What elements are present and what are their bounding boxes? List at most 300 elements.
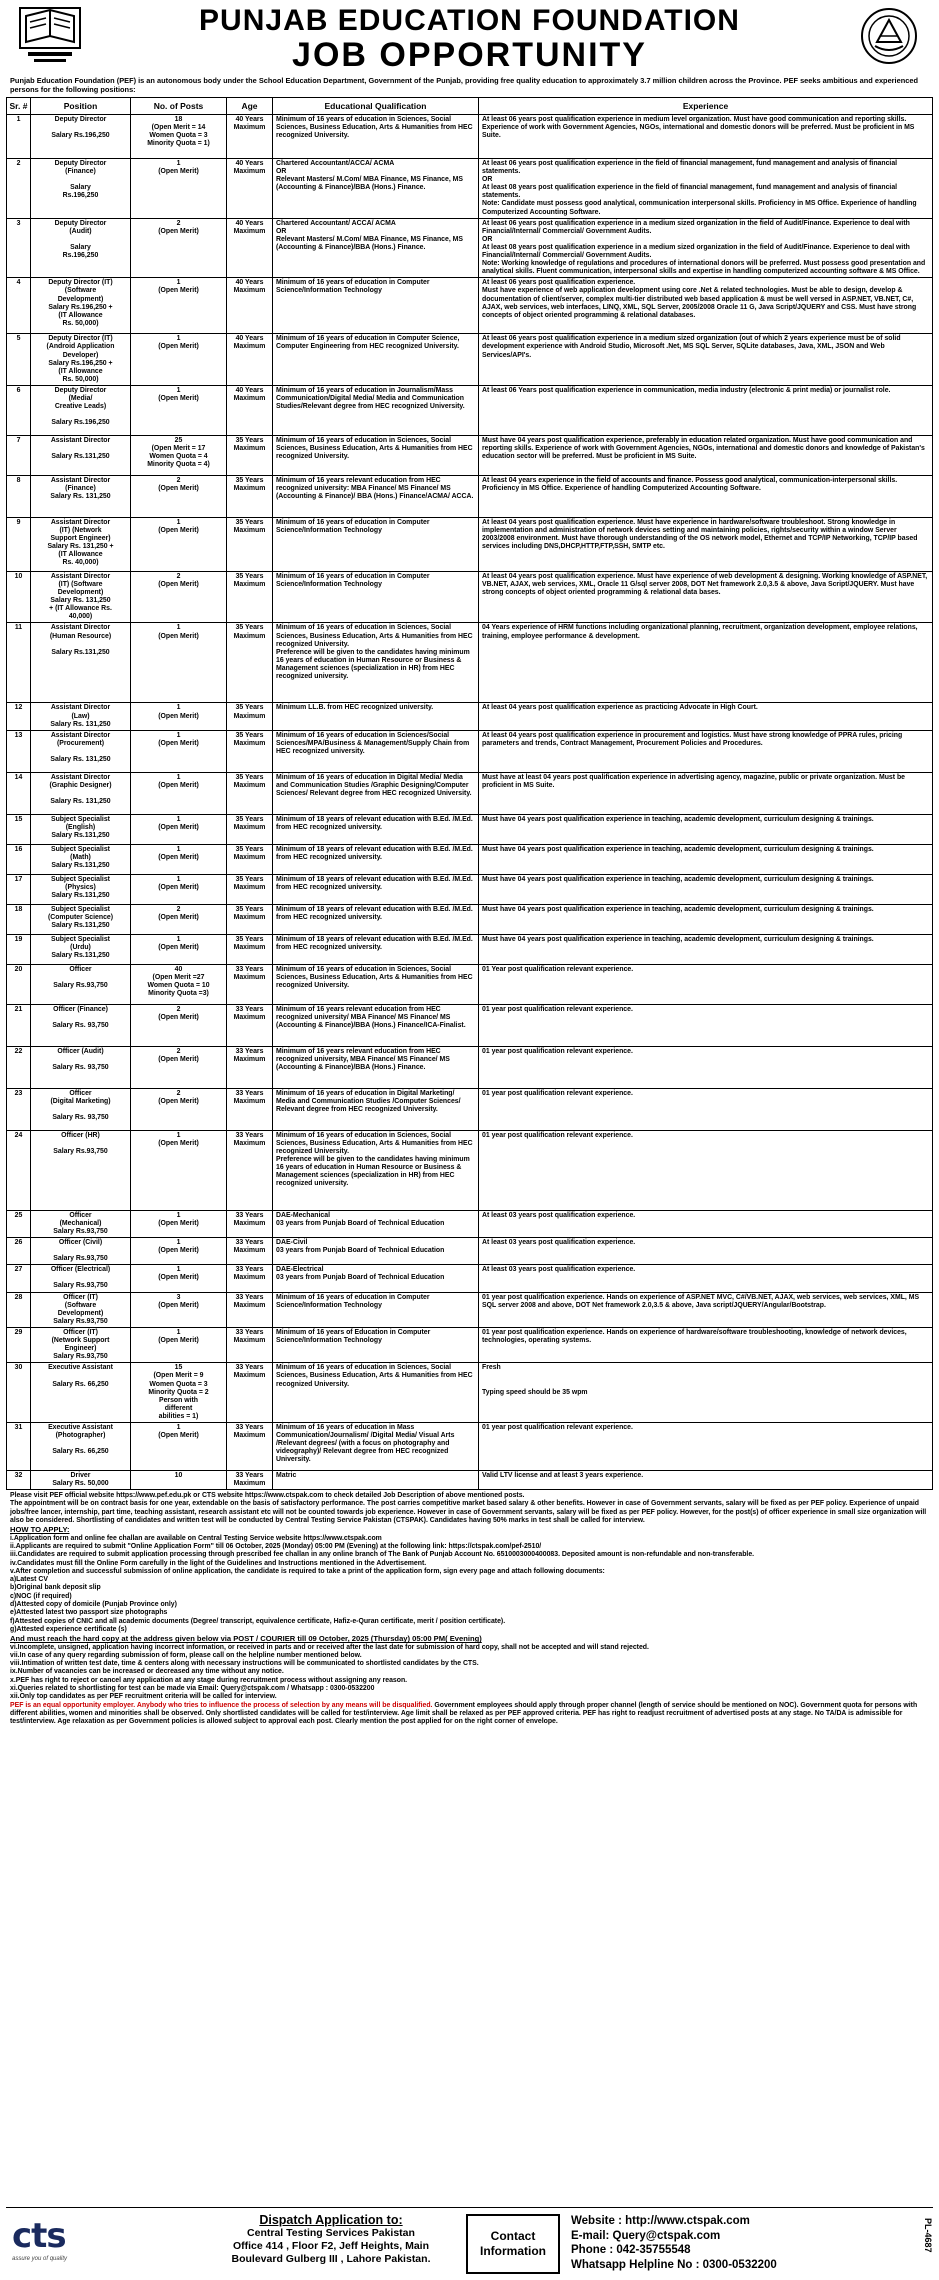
phone-number: Phone : 042-35755548 xyxy=(571,2244,691,2256)
row-position xyxy=(31,1363,131,1423)
instruction-line: iii.Candidates are required to submit application processing through prescribed fee challan in any online branch of The Bank of Punjab Account No. 6510003000400083. Deposited amount is non-refundable and non-transferable. xyxy=(10,1551,755,1559)
row-education: Minimum of 16 years of education in Sciences, Social Sciences, Business Education, Arts & Humanities from HEC recognized University. xyxy=(273,115,479,159)
row-experience: 04 Years experience of HRM functions including organizational planning, recruitment, organization development, employee relations, training, employee performance & development. xyxy=(479,623,933,703)
row-position xyxy=(31,814,131,844)
row-experience: Must have 04 years post qualification experience, preferably in education related organization. Must have good communication and reporting skills. Experience of work with Government Agencies, NGOs, international and domestic donors and knowledge of Pakistan's education sector will be preferred. Must be proficient in MS Suite. xyxy=(479,435,933,475)
position-text: Deputy Director (IT) (Android Application Developer) Salary Rs.196,250 + (IT Allowance Rs. 50,000) xyxy=(46,335,115,383)
row-education: Minimum of 16 years of education in Digital Media/ Media and Communication Studies /Graphic Designing/Computer Sciences/ Relevant degree from HEC recognized University. xyxy=(273,772,479,814)
row-education: Minimum of 16 years of education in Sciences, Social Sciences, Business Education, Arts & Humanities from HEC recognized University. xyxy=(273,435,479,475)
row-education: Minimum of 16 years of education in Computer Science, Computer Engineering from HEC recognized University. xyxy=(273,334,479,386)
row-experience: Must have 04 years post qualification experience in teaching, academic development, curriculum designing & trainings. xyxy=(479,874,933,904)
instruction-line: iv.Candidates must fill the Online Form carefully in the light of the Guidelines and Instructions mentioned in the Advertisement. xyxy=(10,1559,427,1567)
position-text: Deputy Director (Audit) Salary Rs.196,250 xyxy=(54,219,107,260)
instruction-line: b)Original bank deposit slip xyxy=(10,1584,101,1592)
row-sr: 15 xyxy=(7,814,31,844)
row-sr: 6 xyxy=(7,385,31,435)
row-age: 35 Years Maximum xyxy=(227,703,273,730)
row-posts: 1 (Open Merit) xyxy=(131,874,227,904)
row-sr: 4 xyxy=(7,278,31,334)
row-age: 33 Years Maximum xyxy=(227,1327,273,1362)
row-posts: 1 (Open Merit) xyxy=(131,623,227,703)
row-posts: 1 (Open Merit) xyxy=(131,517,227,571)
table-row xyxy=(7,934,933,964)
row-posts: 2 (Open Merit) xyxy=(131,1004,227,1046)
position-text: Assistant Director Salary Rs.131,250 xyxy=(50,436,111,461)
note-website: Please visit PEF official website https://www.pef.edu.pk or CTS website https://www.ctspak.com to check detailed Job Description of above mentioned posts. xyxy=(10,1492,525,1500)
row-age: 35 Years Maximum xyxy=(227,730,273,772)
row-position xyxy=(31,435,131,475)
table-row xyxy=(7,517,933,571)
dispatch-address xyxy=(216,2214,446,2266)
instruction-line: x.PEF has right to reject or cancel any application at any stage during recruitment process without assigning any reason. xyxy=(10,1676,408,1684)
col-education: Educational Qualification xyxy=(273,98,479,115)
row-position xyxy=(31,703,131,730)
row-age: 40 Years Maximum xyxy=(227,334,273,386)
row-position xyxy=(31,1292,131,1327)
row-sr: 31 xyxy=(7,1422,31,1470)
row-sr: 17 xyxy=(7,874,31,904)
final-note: Government employees should apply through proper channel (length of service should be mentioned on NOC). Government quota for persons with different abilities, women and minorities shall be observed. Only shortlisted candidates will be called for test/interview. Age limit shall be relaxed as per PEF approved criteria. PEF has right to readjust recruitment of advertised posts at any stage. No TA/DA is admissible for test/interview. Age relaxation as per Government policies is allowed subject to approval each post. Clearly mention the post applied for on the right corner of envelope. xyxy=(10,1701,918,1726)
row-posts: 1 (Open Merit) xyxy=(131,278,227,334)
row-education: DAE-Civil 03 years from Punjab Board of Technical Education xyxy=(273,1238,479,1265)
row-position xyxy=(31,1210,131,1237)
position-text: Executive Assistant (Photographer) Salary Rs. 66,250 xyxy=(48,1423,113,1456)
row-experience: At least 06 years post qualification experience in a medium sized organization (out of which 2 years experience must be of solid development experience with Android Studio, Microsoft .Net, MS SQL Server, SQLite databases, Java, XML, JSON and Web Services/API's. xyxy=(479,334,933,386)
row-position xyxy=(31,772,131,814)
position-text: Deputy Director (Finance) Salary Rs.196,250 xyxy=(54,160,107,200)
table-row xyxy=(7,1422,933,1470)
whatsapp-number: Whatsapp Helpline No : 0300-0532200 xyxy=(571,2258,777,2271)
row-experience: At least 06 years post qualification experience. Must have experience of web application development using core .Net & related technologies. Must be able to design, develop & documentation of client/server, complex multi-tier distributed web based application & must be well versed in ASP.NET, VB.NET, C#, AJAX, web services, web interfaces, LINQ, XML, SQL Server, 2005/2008 Oracle 11 G, Java Script/JQUERY and CSS. Must have strong concepts of object oriented programming & relational databases. xyxy=(479,278,933,334)
position-text: Subject Specialist (Math) Salary Rs.131,250 xyxy=(51,845,110,869)
position-text: Assistant Director (IT) (Network Support Engineer) Salary Rs. 131,250 + (IT Allowance Rs. 40,000) xyxy=(47,518,114,567)
row-posts: 1 (Open Merit) xyxy=(131,703,227,730)
row-education: DAE-Mechanical 03 years from Punjab Board of Technical Education xyxy=(273,1210,479,1237)
row-position xyxy=(31,964,131,1004)
row-age: 35 Years Maximum xyxy=(227,623,273,703)
row-experience: 01 year post qualification experience. Hands on experience of hardware/software troubleshooting, knowledge of network devices, technologies, operating systems. xyxy=(479,1327,933,1362)
table-row xyxy=(7,435,933,475)
table-row xyxy=(7,1130,933,1210)
row-sr: 16 xyxy=(7,844,31,874)
table-row xyxy=(7,703,933,730)
row-posts: 1 (Open Merit) xyxy=(131,1210,227,1237)
disqualification-note: PEF is an equal opportunity employer. Anybody who tries to influence the process of selection by any means will be disqualified. xyxy=(10,1701,433,1709)
row-position xyxy=(31,874,131,904)
row-posts: 2 (Open Merit) xyxy=(131,1088,227,1130)
row-position xyxy=(31,1422,131,1470)
row-experience: At least 03 years post qualification experience. xyxy=(479,1265,933,1292)
row-age: 40 Years Maximum xyxy=(227,115,273,159)
row-education: Minimum of 16 years of education in Computer Science/Information Technology xyxy=(273,1292,479,1327)
row-experience: Fresh Typing speed should be 35 wpm xyxy=(479,1363,933,1423)
row-posts: 1 (Open Merit) xyxy=(131,934,227,964)
table-row xyxy=(7,159,933,219)
row-experience: At least 04 years post qualification experience. Must have experience in hardware/software troubleshoot. Strong knowledge in implementation and administration of network devices setting and maintaining policies, rights/security within a window Server 2003/2008 environment. Must have thorough understanding of the OS network model, Ethernet and TCP/IP Networking, TCP/IP based services including DNS,DHCP,HTTP,FTP,SSH, SMTP etc. xyxy=(479,517,933,571)
row-sr: 20 xyxy=(7,964,31,1004)
website-link[interactable]: Website : http://www.ctspak.com xyxy=(571,2215,750,2227)
how-to-apply-list xyxy=(10,1535,929,1635)
row-position xyxy=(31,1130,131,1210)
row-sr: 25 xyxy=(7,1210,31,1237)
row-experience: Must have 04 years post qualification experience in teaching, academic development, curriculum designing & trainings. xyxy=(479,814,933,844)
instruction-line: a)Latest CV xyxy=(10,1576,48,1584)
row-education: Minimum of 16 years relevant education from HEC recognized university: MBA Finance/ MS Finance/ MS (Accounting & Finance)/ BBA (Hons.) Finance/ACMA/ ACCA. xyxy=(273,475,479,517)
row-experience: Must have at least 04 years post qualification experience in advertising agency, magazine, public or private organization. Must be proficient in MS Suite. xyxy=(479,772,933,814)
row-posts: 1 (Open Merit) xyxy=(131,844,227,874)
row-age: 40 Years Maximum xyxy=(227,218,273,278)
note-contract: The appointment will be on contract basis for one year, extendable on the basis of satisfactory performance. The post carries competitive market based salary & other benefits. However in case of Government servants, salary will be fixed as per PEF policy. Experience of unpaid jobs/free lancer, internship, part time, teaching assistant, research assistant etc will not be counted towards job experience. However in case of Government servants, salary will be fixed as per PEF policy. However, for the post(s) of officer experience in small size organization will also be considered. Shortlisting of candidates and written test will be conducted by Central Testing Service Pakistan (CTSPAK). Candidates having 50% marks in test shall be called for interview. xyxy=(10,1500,927,1525)
row-posts: 2 (Open Merit) xyxy=(131,1046,227,1088)
table-row xyxy=(7,623,933,703)
row-education: Minimum of 16 years relevant education from HEC recognized university, MBA Finance/ MS Finance/ MS (Accounting & Finance)/BBA (Hons.) Finance. xyxy=(273,1046,479,1088)
row-position xyxy=(31,278,131,334)
position-text: Assistant Director (IT) (Software Development) Salary Rs. 131,250 + (IT Allowance Rs. 40,000) xyxy=(49,572,112,621)
row-education: Minimum of 18 years of relevant education with B.Ed. /M.Ed. from HEC recognized university. xyxy=(273,844,479,874)
row-age: 33 Years Maximum xyxy=(227,1363,273,1423)
instruction-line: i.Application form and online fee challan are available on Central Testing Service website https://www.ctspak.com xyxy=(10,1534,382,1542)
row-posts: 1 (Open Merit) xyxy=(131,1265,227,1292)
intro-text: Punjab Education Foundation (PEF) is an autonomous body under the School Education Department, Government of the Punjab, providing free quality education to approximately 3.7 million children across the Province. PEF seeks ambitious and experienced persons for the following positions: xyxy=(10,76,918,94)
table-row xyxy=(7,1363,933,1423)
additional-instructions xyxy=(10,1644,929,1702)
table-row xyxy=(7,475,933,517)
row-sr: 22 xyxy=(7,1046,31,1088)
instruction-line: vii.In case of any query regarding submission of form, please call on the helpline number mentioned below. xyxy=(10,1651,362,1659)
row-age: 33 Years Maximum xyxy=(227,1470,273,1489)
row-sr: 5 xyxy=(7,334,31,386)
position-text: Subject Specialist (Urdu) Salary Rs.131,250 xyxy=(51,935,110,959)
row-age: 33 Years Maximum xyxy=(227,1004,273,1046)
position-text: Subject Specialist (Physics) Salary Rs.131,250 xyxy=(51,875,110,899)
position-text: Officer (Digital Marketing) Salary Rs. 93,750 xyxy=(50,1089,111,1121)
row-experience: 01 Year post qualification relevant experience. xyxy=(479,964,933,1004)
row-sr: 21 xyxy=(7,1004,31,1046)
row-position xyxy=(31,159,131,219)
row-experience: At least 06 years post qualification experience in the field of financial management, fund management and analysis of financial statements. OR At least 08 years post qualification experience in the field of financial management, fund management and analysis of financial statements. Note: Candidate must possess good analytical, communication interpersonal skills. Proficiency in MS Office. Experience of handling Computerized Accounting Software. xyxy=(479,159,933,219)
position-text: Driver Salary Rs. 50,000 xyxy=(52,1471,109,1488)
row-education: Minimum of 16 years of education in Digital Marketing/ Media and Communication Studies /Computer Sciences/ Relevant degree from HEC recognized University. xyxy=(273,1088,479,1130)
table-row xyxy=(7,385,933,435)
row-experience: At least 04 years experience in the field of accounts and finance. Possess good analytical, communication-interpersonal skills. Proficiency in MS Office. Experience of handling Computerized Accounting Software. xyxy=(479,475,933,517)
row-posts: 1 (Open Merit) xyxy=(131,730,227,772)
row-education: Chartered Accountant/ACCA/ ACMA OR Relevant Masters/ M.Com/ MBA Finance, MS Finance, MS (Accounting & Finance)/BBA (Hons.) Finance. xyxy=(273,159,479,219)
row-sr: 8 xyxy=(7,475,31,517)
row-education: Minimum of 16 years relevant education from HEC recognized university/ MBA Finance/ MS Finance/ MS (Accounting & Finance)/BBA (Hons.) Finance/ICA-Finalist. xyxy=(273,1004,479,1046)
row-experience: 01 year post qualification relevant experience. xyxy=(479,1422,933,1470)
job-opportunity-title: JOB OPPORTUNITY xyxy=(292,36,647,74)
row-education: Minimum of 16 years of education in Computer Science/Information Technology xyxy=(273,278,479,334)
row-education: Minimum LL.B. from HEC recognized university. xyxy=(273,703,479,730)
row-education: Minimum of 16 years of education in Computer Science/Information Technology xyxy=(273,517,479,571)
row-experience: 01 year post qualification relevant experience. xyxy=(479,1046,933,1088)
row-posts: 10 xyxy=(131,1470,227,1489)
org-title: PUNJAB EDUCATION FOUNDATION xyxy=(199,4,740,37)
dispatch-title: Dispatch Application to: xyxy=(259,2213,403,2227)
jobs-table xyxy=(6,97,933,1490)
punjab-government-emblem-icon xyxy=(853,6,925,68)
row-experience: At least 06 years post qualification experience in a medium sized organization in the field of Audit/Finance. Experience to deal with Financial/Internal/ Commercial/ Government Audits. OR At least 08 years post qualification experience in a medium sized organization in the field of Audit/Finance. Experience to deal with Financial/Internal/ Commercial/ Government Audits. Note: Working knowledge of regulations and procedures of international donors will be preferred. Must possess good presentation and analytical skills. Fluent communication, interpersonal skills and expertise in handling computerized accounting software & MS Office. xyxy=(479,218,933,278)
position-text: Officer (IT) (Network Support Engineer) Salary Rs.93,750 xyxy=(51,1328,110,1361)
row-education: Minimum of 16 years of education in Sciences, Social Sciences, Business Education, Arts & Humanities from HEC recognized University. Preference will be given to the candidates having minimum 16 years of education in Human Resource or Business & Management sciences (specialization in HR) from HEC recognized university. xyxy=(273,1130,479,1210)
row-age: 35 Years Maximum xyxy=(227,844,273,874)
position-text: Officer (Finance) Salary Rs. 93,750 xyxy=(52,1005,109,1029)
table-row xyxy=(7,1238,933,1265)
table-row xyxy=(7,334,933,386)
row-education: Minimum of 18 years of relevant education with B.Ed. /M.Ed. from HEC recognized university. xyxy=(273,874,479,904)
row-age: 40 Years Maximum xyxy=(227,385,273,435)
instruction-line: f)Attested copies of CNIC and all academic documents (Degree/ transcript, equivalence certificate, Hafiz-e-Quran certificate, merit / position certificate). xyxy=(10,1617,506,1625)
row-experience: Must have 04 years post qualification experience in teaching, academic development, curriculum designing & trainings. xyxy=(479,904,933,934)
row-position xyxy=(31,385,131,435)
row-position xyxy=(31,1265,131,1292)
row-posts: 1 (Open Merit) xyxy=(131,334,227,386)
position-text: Officer (Mechanical) Salary Rs.93,750 xyxy=(53,1211,108,1235)
row-education: Minimum of 16 years of education in Mass Communication/Journalism/ /Digital Media/ Visual Arts /Relevant degrees/ (with a focus on photography and videography)/ Relevant degree from HEC recognized University. xyxy=(273,1422,479,1470)
table-row xyxy=(7,1470,933,1489)
row-posts: 1 (Open Merit) xyxy=(131,385,227,435)
col-sr: Sr. # xyxy=(7,98,31,115)
ad-code: PL-4687 xyxy=(923,2218,933,2253)
table-row xyxy=(7,218,933,278)
row-age: 35 Years Maximum xyxy=(227,814,273,844)
row-sr: 2 xyxy=(7,159,31,219)
row-position xyxy=(31,904,131,934)
row-position xyxy=(31,475,131,517)
position-text: Officer (Electrical) Salary Rs.93,750 xyxy=(50,1266,111,1290)
row-sr: 23 xyxy=(7,1088,31,1130)
row-education: Minimum of 16 years of education in Sciences/Social Sciences/MPA/Business & Management/Supply Chain from HEC recognized university. xyxy=(273,730,479,772)
position-text: Executive Assistant Salary Rs. 66,250 xyxy=(48,1364,113,1388)
row-education: Minimum of 16 years of education in Sciences, Social Sciences, Business Education, Arts & Humanities from HEC recognized University. xyxy=(273,1363,479,1423)
row-education: Minimum of 18 years of relevant education with B.Ed. /M.Ed. from HEC recognized university. xyxy=(273,934,479,964)
row-position xyxy=(31,571,131,623)
row-posts: 40 (Open Merit =27 Women Quota = 10 Minority Quota =3) xyxy=(131,964,227,1004)
position-text: Assistant Director (Finance) Salary Rs. 131,250 xyxy=(50,476,111,501)
row-age: 33 Years Maximum xyxy=(227,1046,273,1088)
row-sr: 32 xyxy=(7,1470,31,1489)
row-position xyxy=(31,517,131,571)
row-age: 33 Years Maximum xyxy=(227,1265,273,1292)
row-position xyxy=(31,218,131,278)
footer xyxy=(6,2207,933,2276)
position-text: Officer Salary Rs.93,750 xyxy=(53,965,108,989)
instruction-line: ix.Number of vacancies can be increased or decreased any time without any notice. xyxy=(10,1668,284,1676)
row-experience: At least 03 years post qualification experience. xyxy=(479,1210,933,1237)
row-position xyxy=(31,1238,131,1265)
row-age: 33 Years Maximum xyxy=(227,1422,273,1470)
row-age: 35 Years Maximum xyxy=(227,772,273,814)
row-posts: 2 (Open Merit) xyxy=(131,571,227,623)
table-row xyxy=(7,964,933,1004)
row-sr: 30 xyxy=(7,1363,31,1423)
row-education: DAE-Electrical 03 years from Punjab Board of Technical Education xyxy=(273,1265,479,1292)
table-row xyxy=(7,1327,933,1362)
instruction-line: xi.Queries related to shortlisting for test can be made via Email: Query@ctspak.com / Whatsapp : 0300-0532200 xyxy=(10,1684,375,1692)
row-sr: 3 xyxy=(7,218,31,278)
row-position xyxy=(31,334,131,386)
table-row xyxy=(7,730,933,772)
cts-logo-tagline: assure you of quality xyxy=(12,2256,68,2262)
position-text: Officer (IT) (Software Development) Salary Rs.93,750 xyxy=(53,1293,108,1325)
row-education: Minimum of 18 years of relevant education with B.Ed. /M.Ed. from HEC recognized university. xyxy=(273,904,479,934)
table-row xyxy=(7,571,933,623)
table-row xyxy=(7,1210,933,1237)
row-posts: 1 (Open Merit) xyxy=(131,1422,227,1470)
row-age: 35 Years Maximum xyxy=(227,904,273,934)
row-education: Chartered Accountant/ ACCA/ ACMA OR Relevant Masters/ M.Com/ MBA Finance, MS Finance, MS (Accounting & Finance)/BBA (Hons.) Finance. xyxy=(273,218,479,278)
row-position xyxy=(31,730,131,772)
how-to-apply-heading: HOW TO APPLY: xyxy=(10,1525,70,1535)
position-text: Officer (Civil) Salary Rs.93,750 xyxy=(53,1239,108,1263)
table-row xyxy=(7,1088,933,1130)
contact-details xyxy=(571,2214,931,2272)
table-row xyxy=(7,814,933,844)
row-age: 35 Years Maximum xyxy=(227,517,273,571)
instruction-line: xii.Only top candidates as per PEF recruitment criteria will be called for interview. xyxy=(10,1693,277,1701)
row-experience: At least 04 years post qualification experience as practicing Advocate in High Court. xyxy=(479,703,933,730)
instruction-line: vi.Incomplete, unsigned, application having incorrect information, or received in parts and or received after the last date for submission of hard copy, shall not be accepted and will stand rejected. xyxy=(10,1643,649,1651)
row-experience: At least 04 years post qualification experience in procurement and logistics. Must have strong knowledge of PPRA rules, pricing parameters and trends, Contract Management, Procurement Policies and Procedures. xyxy=(479,730,933,772)
row-age: 35 Years Maximum xyxy=(227,934,273,964)
cts-logo-text: cts xyxy=(12,2216,66,2256)
row-sr: 12 xyxy=(7,703,31,730)
row-experience: 01 year post qualification experience. Hands on experience of ASP.NET MVC, C#/VB.NET, AJAX, web services, web services, XML, MS SQL server 2008 and above, DOT Net framework 2.0,3.5 & above, Java script/JQUERY/Angular/Bootstrap. xyxy=(479,1292,933,1327)
instruction-line: ii.Applicants are required to submit "Online Application Form" till 06 October, 2025 (Monday) 05:00 PM (Evening) at the following link: https://ctspak.com/pef-2510/ xyxy=(10,1542,542,1550)
row-age: 35 Years Maximum xyxy=(227,435,273,475)
col-position: Position xyxy=(31,98,131,115)
table-row xyxy=(7,874,933,904)
table-row xyxy=(7,115,933,159)
row-age: 33 Years Maximum xyxy=(227,964,273,1004)
row-sr: 19 xyxy=(7,934,31,964)
row-position xyxy=(31,1470,131,1489)
row-age: 33 Years Maximum xyxy=(227,1292,273,1327)
row-posts: 1 (Open Merit) xyxy=(131,159,227,219)
row-experience: At least 06 years post qualification experience in medium level organization. Must have good communication and reporting skills. Experience of work with Government Agencies, NGOs, international and domestic donors will be preferred. Must be proficient in MS Suite. xyxy=(479,115,933,159)
row-education: Matric xyxy=(273,1470,479,1489)
instruction-line: d)Attested copy of domicile (Punjab Province only) xyxy=(10,1601,177,1609)
instruction-line: c)NOC (if required) xyxy=(10,1592,72,1600)
row-posts: 2 (Open Merit) xyxy=(131,218,227,278)
row-sr: 11 xyxy=(7,623,31,703)
row-sr: 28 xyxy=(7,1292,31,1327)
cts-logo xyxy=(12,2216,82,2272)
table-row xyxy=(7,1046,933,1088)
contact-information-box: Contact Information xyxy=(466,2214,560,2274)
instruction-line: viii.Intimation of written test date, time & centers along with necessary instructions will be communicated to shortlisted candidates by the CTS. xyxy=(10,1660,479,1668)
hard-copy-deadline: And must reach the hard copy at the address given below via POST / COURIER till 09 October, 2025 (Thursday) 05:00 PM( Evening) xyxy=(10,1634,482,1644)
row-posts: 25 (Open Merit = 17 Women Quota = 4 Minority Quota = 4) xyxy=(131,435,227,475)
row-education: Minimum of 16 years of education in Journalism/Mass Communication/Digital Media/ Media and Communication Studies/Relevant degree from HEC recognized University. xyxy=(273,385,479,435)
table-row xyxy=(7,278,933,334)
row-experience: Must have 04 years post qualification experience in teaching, academic development, curriculum designing & trainings. xyxy=(479,844,933,874)
table-row xyxy=(7,772,933,814)
row-sr: 9 xyxy=(7,517,31,571)
row-position xyxy=(31,934,131,964)
email-link[interactable]: E-mail: Query@ctspak.com xyxy=(571,2229,721,2242)
row-posts: 18 (Open Merit = 14 Women Quota = 3 Minority Quota = 1) xyxy=(131,115,227,159)
position-text: Assistant Director (Graphic Designer) Salary Rs. 131,250 xyxy=(49,773,112,805)
row-education: Minimum of 18 years of relevant education with B.Ed. /M.Ed. from HEC recognized university. xyxy=(273,814,479,844)
table-row xyxy=(7,904,933,934)
row-experience: At least 06 Years post qualification experience in communication, media industry (electronic & print media) or journalist role. xyxy=(479,385,933,435)
row-position xyxy=(31,1088,131,1130)
position-text: Deputy Director Salary Rs.196,250 xyxy=(51,116,110,140)
table-row xyxy=(7,1004,933,1046)
position-text: Assistant Director (Procurement) Salary Rs. 131,250 xyxy=(50,731,111,763)
row-position xyxy=(31,1327,131,1362)
row-experience: At least 03 years post qualification experience. xyxy=(479,1238,933,1265)
row-posts: 1 (Open Merit) xyxy=(131,1130,227,1210)
row-sr: 13 xyxy=(7,730,31,772)
jobs-table-body xyxy=(7,115,933,1490)
row-position xyxy=(31,623,131,703)
row-posts: 1 (Open Merit) xyxy=(131,772,227,814)
row-education: Minimum of 16 years of Education in Computer Science/Information Technology xyxy=(273,1327,479,1362)
row-sr: 7 xyxy=(7,435,31,475)
position-text: Assistant Director (Human Resource) Salary Rs.131,250 xyxy=(49,624,112,656)
col-experience: Experience xyxy=(479,98,933,115)
position-text: Officer (Audit) Salary Rs. 93,750 xyxy=(52,1047,109,1071)
col-age: Age xyxy=(227,98,273,115)
instruction-line: g)Attested experience certificate (s) xyxy=(10,1625,127,1633)
row-age: 35 Years Maximum xyxy=(227,475,273,517)
dispatch-line: Office 414 , Floor F2, Jeff Heights, Main xyxy=(232,2240,430,2252)
row-posts: 1 (Open Merit) xyxy=(131,1327,227,1362)
position-text: Deputy Director (IT) (Software Development) Salary Rs.196,250 + (IT Allowance Rs. 50,000) xyxy=(48,279,113,327)
position-text: Subject Specialist (Computer Science) Salary Rs.131,250 xyxy=(47,905,114,929)
row-education: Minimum of 16 years of education in Sciences, Social Sciences, Business Education, Arts & Humanities from HEC recognized University. xyxy=(273,964,479,1004)
row-age: 40 Years Maximum xyxy=(227,278,273,334)
row-position xyxy=(31,1004,131,1046)
instruction-line: e)Attested latest two passport size photographs xyxy=(10,1609,168,1617)
row-age: 40 Years Maximum xyxy=(227,159,273,219)
row-age: 33 Years Maximum xyxy=(227,1238,273,1265)
row-posts: 1 (Open Merit) xyxy=(131,1238,227,1265)
row-sr: 14 xyxy=(7,772,31,814)
table-row xyxy=(7,1265,933,1292)
row-sr: 18 xyxy=(7,904,31,934)
row-position xyxy=(31,1046,131,1088)
row-sr: 29 xyxy=(7,1327,31,1362)
row-experience: 01 year post qualification relevant experience. xyxy=(479,1088,933,1130)
position-text: Subject Specialist (English) Salary Rs.131,250 xyxy=(51,815,110,839)
instructions xyxy=(10,1492,929,1726)
row-experience: At least 04 years post qualification experience. Must have experience of web development & designing. Working knowledge of ASP.NET, VB.NET, AJAX, web services, XML, Oracle 11 G/sql server 2008, DOT Net framework 2.0,3.5 & above, Java Script/JQUERY. Must have strong concepts of object oriented programming & relational data bases. xyxy=(479,571,933,623)
row-sr: 26 xyxy=(7,1238,31,1265)
dispatch-line: Central Testing Services Pakistan xyxy=(247,2227,415,2239)
row-posts: 2 (Open Merit) xyxy=(131,904,227,934)
col-posts: No. of Posts xyxy=(131,98,227,115)
position-text: Assistant Director (Law) Salary Rs. 131,250 xyxy=(50,704,111,728)
row-sr: 27 xyxy=(7,1265,31,1292)
row-age: 35 Years Maximum xyxy=(227,571,273,623)
instruction-line: v.After completion and successful submission of online application, the candidate is required to take a print of the application form, sign every page and attach following documents: xyxy=(10,1567,605,1575)
row-education: Minimum of 16 years of education in Sciences, Social Sciences, Business Education, Arts & Humanities from HEC recognized University. Preference will be given to the candidates having minimum 16 years of education in Human Resource or Business & Management sciences (specialization in HR) from HEC recognized university. xyxy=(273,623,479,703)
row-position xyxy=(31,844,131,874)
header xyxy=(6,0,933,74)
position-text: Officer (HR) Salary Rs.93,750 xyxy=(53,1131,108,1155)
dispatch-line: Boulevard Gulberg III , Lahore Pakistan. xyxy=(231,2253,431,2265)
row-posts: 2 (Open Merit) xyxy=(131,475,227,517)
row-posts: 1 (Open Merit) xyxy=(131,814,227,844)
position-text: Deputy Director (Media/ Creative Leads) Salary Rs.196,250 xyxy=(51,386,110,427)
row-sr: 24 xyxy=(7,1130,31,1210)
row-experience: 01 year post qualification relevant experience. xyxy=(479,1130,933,1210)
table-row xyxy=(7,1292,933,1327)
row-position xyxy=(31,115,131,159)
